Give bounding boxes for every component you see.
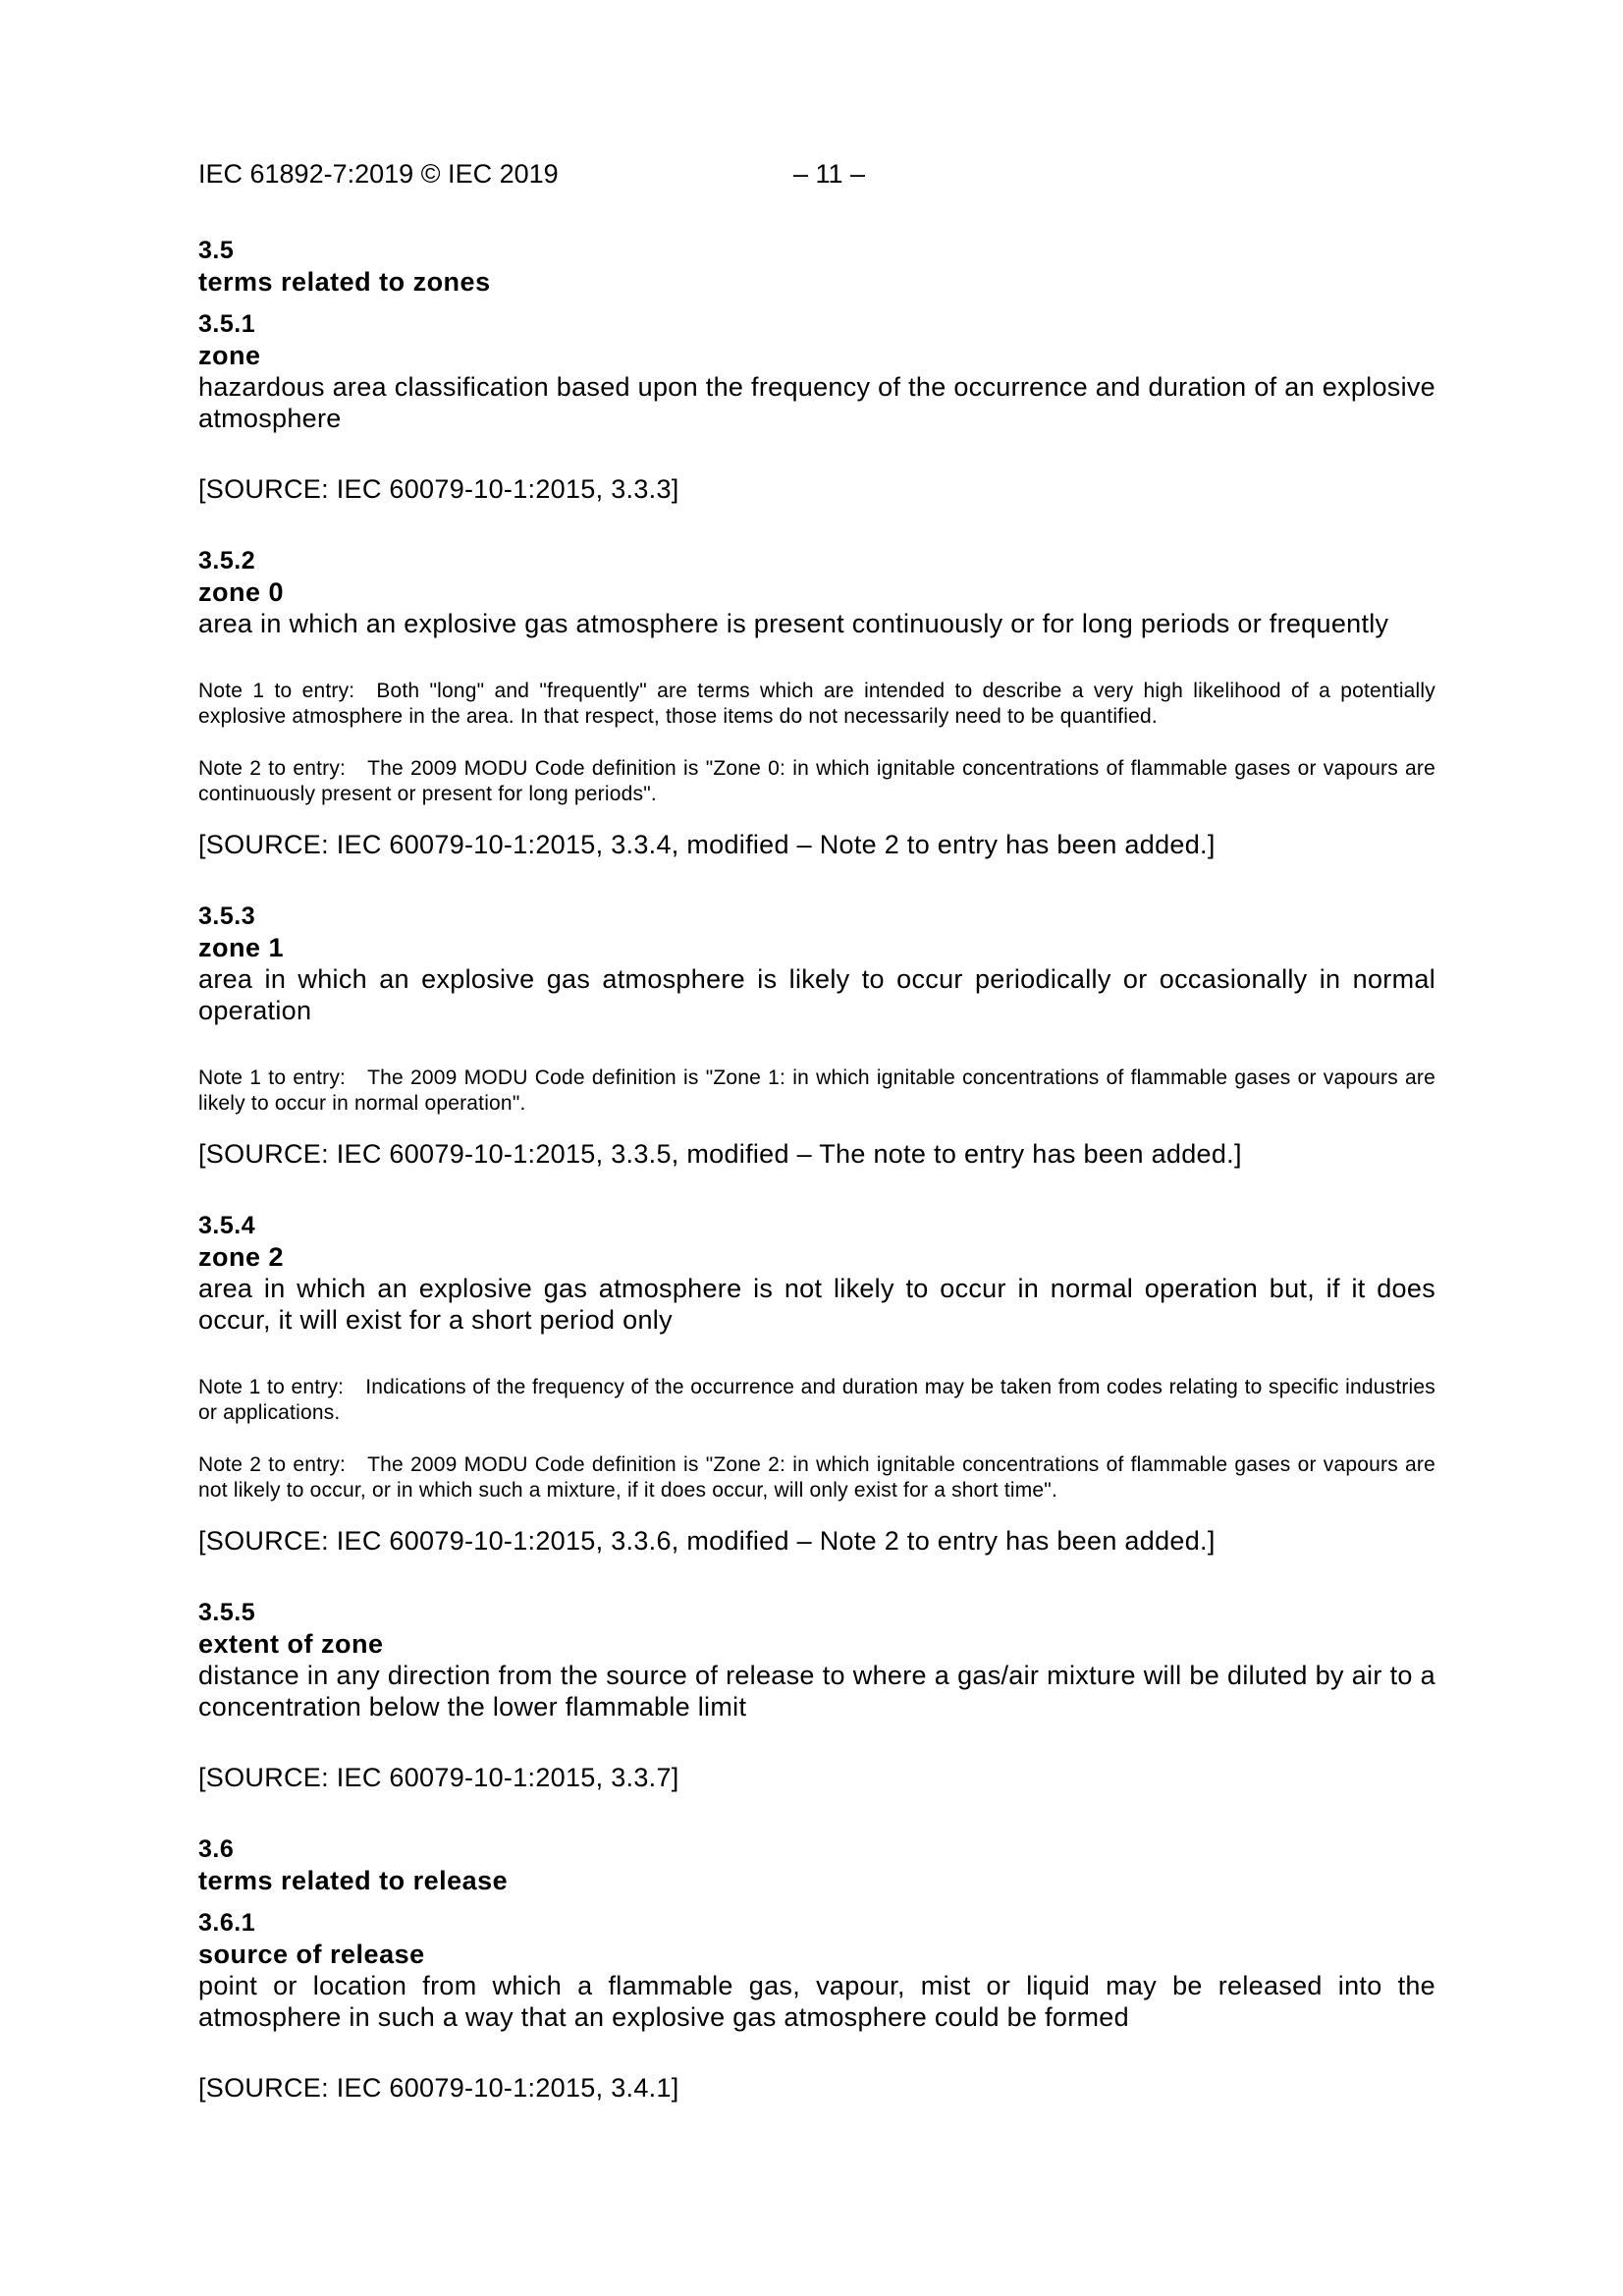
section-title: terms related to release xyxy=(198,1866,509,1895)
term-source: [SOURCE: IEC 60079-10-1:2015, 3.3.6, modified – Note 2 to entry has been added.] xyxy=(198,1526,1216,1556)
note-label: Note 2 to entry: xyxy=(198,1453,347,1476)
term-definition: hazardous area classification based upon the frequency of the occurrence and duration of an explosive atmosphere xyxy=(198,372,1435,433)
note-to-entry xyxy=(198,756,1435,807)
term-name: zone 0 xyxy=(198,577,285,607)
note-text: Indications of the frequency of the occurrence and duration may be taken from codes relating to specific industries or applications. xyxy=(198,1376,1435,1424)
term-entry-3-5-3 xyxy=(198,902,1435,1170)
term-source: [SOURCE: IEC 60079-10-1:2015, 3.4.1] xyxy=(198,2073,679,2103)
term-number: 3.5.2 xyxy=(198,547,256,574)
term-entry-3-5-2 xyxy=(198,546,1435,860)
term-source: [SOURCE: IEC 60079-10-1:2015, 3.3.3] xyxy=(198,474,679,504)
page-header xyxy=(198,159,1435,194)
standard-reference: IEC 61892-7:2019 © IEC 2019 xyxy=(198,159,559,189)
term-number: 3.6.1 xyxy=(198,1909,256,1937)
term-entry-3-5-5 xyxy=(198,1598,1435,1793)
term-number: 3.5.1 xyxy=(198,310,256,338)
page-number: – 11 – xyxy=(793,159,866,189)
note-text: The 2009 MODU Code definition is "Zone 1: in which ignitable concentrations of flammable gases or vapours are likely to occur in normal operation". xyxy=(198,1066,1435,1115)
term-definition: distance in any direction from the source of release to where a gas/air mixture will be diluted by air to a concentration below the lower flammable limit xyxy=(198,1661,1435,1722)
term-name: source of release xyxy=(198,1940,425,1969)
section-3-6 xyxy=(198,1834,1435,1896)
document-body xyxy=(198,236,1435,2104)
term-number: 3.5.5 xyxy=(198,1599,256,1626)
note-label: Note 1 to entry: xyxy=(198,1066,347,1089)
note-to-entry xyxy=(198,1066,1435,1117)
section-number: 3.5 xyxy=(198,237,235,264)
note-text: The 2009 MODU Code definition is "Zone 0: in which ignitable concentrations of flammable gases or vapours are continuously present or present for long periods". xyxy=(198,757,1435,805)
term-name: zone 1 xyxy=(198,933,285,962)
term-entry-3-6-1 xyxy=(198,1908,1435,2104)
note-text: The 2009 MODU Code definition is "Zone 2: in which ignitable concentrations of flammable gases or vapours are not likely to occur, or in which such a mixture, if it does occur, will only exist for a short time". xyxy=(198,1453,1435,1502)
note-to-entry xyxy=(198,1375,1435,1426)
term-name: zone xyxy=(198,341,261,370)
term-number: 3.5.3 xyxy=(198,902,256,930)
term-definition: area in which an explosive gas atmosphere is not likely to occur in normal operation but, if it does occur, it will exist for a short period only xyxy=(198,1274,1435,1335)
note-to-entry xyxy=(198,1452,1435,1503)
note-label: Note 2 to entry: xyxy=(198,757,347,780)
term-definition: area in which an explosive gas atmosphere is present continuously or for long periods or frequently xyxy=(198,609,1389,638)
term-entry-3-5-1 xyxy=(198,309,1435,505)
term-source: [SOURCE: IEC 60079-10-1:2015, 3.3.4, modified – Note 2 to entry has been added.] xyxy=(198,830,1216,859)
note-label: Note 1 to entry: xyxy=(198,1376,345,1398)
note-to-entry xyxy=(198,679,1435,730)
term-source: [SOURCE: IEC 60079-10-1:2015, 3.3.7] xyxy=(198,1763,679,1792)
section-number: 3.6 xyxy=(198,1835,235,1863)
note-text: Both "long" and "frequently" are terms which are intended to describe a very high likelihood of a potentially explosive atmosphere in the area. In that respect, those items do not necessarily need to be quantified. xyxy=(198,680,1435,728)
term-definition: point or location from which a flammable gas, vapour, mist or liquid may be released into the atmosphere in such a way that an explosive gas atmosphere could be formed xyxy=(198,1971,1435,2032)
term-name: extent of zone xyxy=(198,1629,384,1659)
section-title: terms related to zones xyxy=(198,267,491,297)
section-3-5 xyxy=(198,236,1435,298)
term-definition: area in which an explosive gas atmosphere is likely to occur periodically or occasionally in normal operation xyxy=(198,964,1435,1025)
term-name: zone 2 xyxy=(198,1242,285,1272)
note-label: Note 1 to entry: xyxy=(198,680,355,702)
term-source: [SOURCE: IEC 60079-10-1:2015, 3.3.5, modified – The note to entry has been added.] xyxy=(198,1139,1242,1169)
term-number: 3.5.4 xyxy=(198,1212,256,1239)
term-entry-3-5-4 xyxy=(198,1211,1435,1557)
